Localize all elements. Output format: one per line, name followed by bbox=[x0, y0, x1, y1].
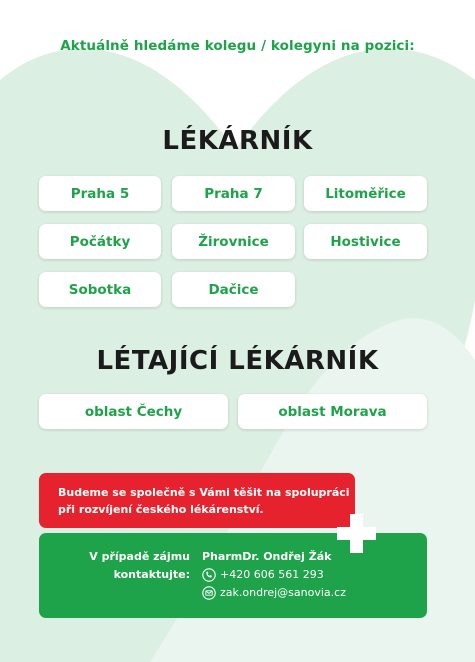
section-title-flying-pharmacist: LÉTAJÍCÍ LÉKÁRNÍK bbox=[96, 346, 379, 376]
location-button-sobotka[interactable]: Sobotka bbox=[39, 272, 161, 307]
location-button-litomerice[interactable]: Litoměřice bbox=[304, 176, 427, 211]
cooperation-banner bbox=[39, 473, 355, 528]
banner-line-1: Budeme se společně s Vámi těšit na spolupráci bbox=[58, 486, 350, 499]
location-button-praha-7[interactable]: Praha 7 bbox=[172, 176, 295, 211]
banner-line-2: při rozvíjení českého lékárenství. bbox=[58, 503, 264, 516]
email-icon bbox=[202, 586, 216, 600]
contact-label bbox=[89, 548, 190, 584]
location-button-pocatky[interactable]: Počátky bbox=[39, 224, 161, 259]
contact-phone: +420 606 561 293 bbox=[220, 568, 324, 581]
contact-name: PharmDr. Ondřej Žák bbox=[202, 550, 332, 563]
contact-email: zak.ondrej@sanovia.cz bbox=[220, 586, 346, 599]
region-button-cechy[interactable]: oblast Čechy bbox=[39, 394, 228, 429]
contact-phone-row[interactable] bbox=[202, 566, 346, 584]
hiring-headline: Aktuálně hledáme kolegu / kolegyni na pozici: bbox=[60, 38, 415, 54]
location-button-hostivice[interactable]: Hostivice bbox=[304, 224, 427, 259]
location-button-dacice[interactable]: Dačice bbox=[172, 272, 295, 307]
contact-label-line-2: kontaktujte: bbox=[113, 568, 190, 581]
location-button-praha-5[interactable]: Praha 5 bbox=[39, 176, 161, 211]
contact-email-row[interactable] bbox=[202, 584, 346, 602]
location-button-zirovnice[interactable]: Žirovnice bbox=[172, 224, 295, 259]
phone-icon bbox=[202, 568, 216, 582]
contact-label-line-1: V případě zájmu bbox=[89, 550, 190, 563]
contact-info bbox=[202, 548, 346, 602]
region-button-morava[interactable]: oblast Morava bbox=[238, 394, 427, 429]
section-title-pharmacist: LÉKÁRNÍK bbox=[162, 126, 313, 156]
pharmacy-cross-icon bbox=[336, 513, 377, 554]
